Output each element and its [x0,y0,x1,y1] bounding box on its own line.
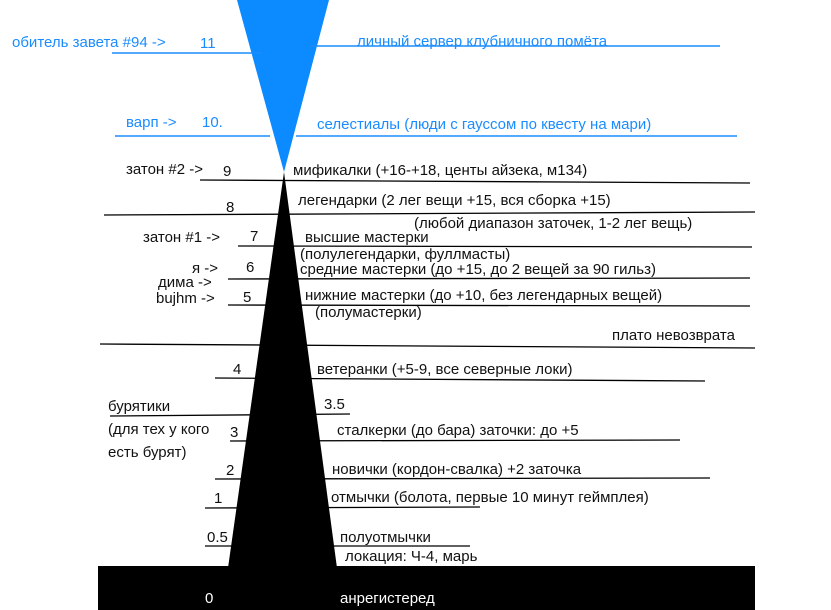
blue-cone [237,0,329,172]
level-number-9: 9 [223,163,232,180]
level-number-3: 3 [230,424,239,441]
label-35-left-line3: есть бурят) [108,444,187,461]
label-4-right: ветеранки (+5-9, все северные локи) [317,361,573,378]
level-number-6: 6 [246,259,255,276]
level-number-8: 8 [226,199,235,216]
label-1-right: отмычки (болота, первые 10 минут геймплея) [331,489,649,506]
level-number-1: 1 [214,490,223,507]
level-number-35: 3.5 [324,396,345,413]
label-8-note: (любой диапазон заточек, 1-2 лег вещь) [414,215,693,232]
label-35-left: бурятики [108,398,171,415]
label-8-right: легендарки (2 лег вещи +15, вся сборка +15) [298,192,611,209]
label-7-left: затон #1 -> [143,229,220,246]
label-05-note: локация: Ч-4, марь [345,548,478,565]
level-number-05: 0.5 [207,529,228,546]
label-5-right: нижние мастерки (до +10, без легендарных вещей) [305,287,663,304]
level-number-10: 10. [202,114,223,131]
label-10-left: варп -> [126,114,177,131]
level-number-2: 2 [226,462,235,479]
level-number-11: 11 [200,35,216,52]
label-11-right: личный сервер клубничного помёта [357,33,608,50]
level-number-0: 0 [205,590,214,607]
label-05-right: полуотмычки [340,529,431,546]
label-11-left: обитель завета #94 -> [12,34,166,51]
label-5-note: (полумастерки) [315,304,422,321]
line-6 [228,278,750,279]
label-6-left: я -> [192,260,219,277]
line-plateau [100,344,755,348]
line-5 [228,305,750,306]
level-number-5: 5 [243,289,252,306]
label-plateau: плато невозврата [612,327,735,344]
label-5-left: bujhm -> [156,290,215,307]
label-9-right: мификалки (+16-+18, центы айзека, м134) [293,162,588,179]
label-35-left-line2: (для тех у кого [108,421,210,438]
label-6-right: средние мастерки (до +15, до 2 вещей за 90 гильз) [300,261,656,278]
label-7-note: (полулегендарки, фуллмасты) [300,246,511,263]
level-number-4: 4 [233,361,242,378]
label-0-right: анрегистеред [340,590,435,607]
label-2-right: новички (кордон-свалка) +2 заточка [332,461,582,478]
line-9 [200,180,750,183]
label-7-right: высшие мастерки [305,229,429,246]
level-number-7: 7 [250,228,259,245]
label-3-right: сталкерки (до бара) заточки: до +5 [337,422,579,439]
label-9-left: затон #2 -> [126,161,203,178]
label-6b-left: дима -> [158,274,212,291]
label-10-right: селестиалы (люди с гауссом по квесту на мари) [317,116,652,133]
